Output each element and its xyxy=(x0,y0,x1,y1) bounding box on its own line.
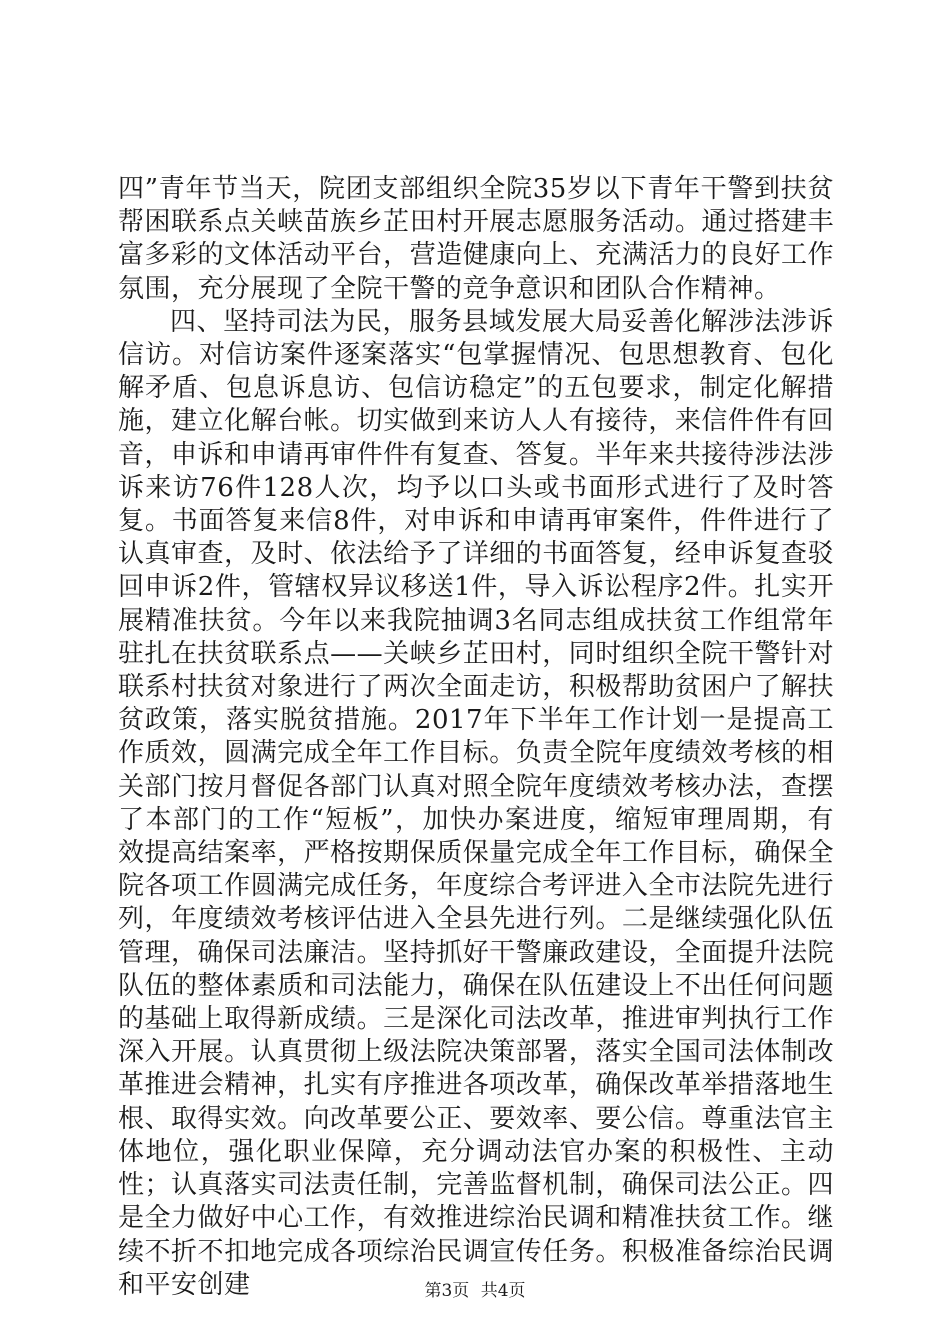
page-total: 共4页 xyxy=(480,1281,526,1301)
document-body xyxy=(118,173,834,1302)
page-number: 第3页 xyxy=(424,1281,470,1301)
page-footer xyxy=(0,1276,950,1301)
paragraph-continuation: 四”青年节当天，院团支部组织全院35岁以下青年干警到扶贫帮困联系点关峡苗族乡芷田村开展志愿服务活动。通过搭建丰富多彩的文体活动平台，营造健康向上、充满活力的良好工作氛围，充分展现了全院干警的竞争意识和团队合作精神。 xyxy=(118,174,834,304)
paragraph-section-four: 四、坚持司法为民，服务县域发展大局妥善化解涉法涉诉信访。对信访案件逐案落实“包掌握情况、包思想教育、包化解矛盾、包息诉息访、包信访稳定”的五包要求，制定化解措施，建立化解台帐。切实做到来访人人有接待，来信件件有回音，申诉和申请再审件件有复查、答复。半年来共接待涉法涉诉来访76件128人次，均予以口头或书面形式进行了及时答复。书面答复来信8件，对申诉和申请再审案件，件件进行了认真审查，及时、依法给予了详细的书面答复，经申诉复查驳回申诉2件，管辖权异议移送1件，导入诉讼程序2件。扎实开展精准扶贫。今年以来我院抽调3名同志组成扶贫工作组常年驻扎在扶贫联系点——关峡乡芷田村，同时组织全院干警针对联系村扶贫对象进行了两次全面走访，积极帮助贫困户了解扶贫政策，落实脱贫措施。2017年下半年工作计划一是提高工作质效，圆满完成全年工作目标。负责全院年度绩效考核的相关部门按月督促各部门认真对照全院年度绩效考核办法，查摆了本部门的工作“短板”，加快办案进度，缩短审理周期，有效提高结案率，严格按期保质保量完成全年工作目标，确保全院各项工作圆满完成任务，年度综合考评进入全市法院先进行列，年度绩效考核评估进入全县先进行列。二是继续强化队伍管理，确保司法廉洁。坚持抓好干警廉政建设，全面提升法院队伍的整体素质和司法能力，确保在队伍建设上不出任何问题的基础上取得新成绩。三是深化司法改革，推进审判执行工作深入开展。认真贯彻上级法院决策部署，落实全国司法体制改革推进会精神，扎实有序推进各项改革，确保改革举措落地生根、取得实效。向改革要公正、要效率、要公信。尊重法官主体地位，强化职业保障，充分调动法官办案的积极性、主动性；认真落实司法责任制，完善监督机制，确保司法公正。四是全力做好中心工作，有效推进综治民调和精准扶贫工作。继续不折不扣地完成各项综治民调宣传任务。积极准备综治民调和平安创建 xyxy=(118,306,834,1300)
